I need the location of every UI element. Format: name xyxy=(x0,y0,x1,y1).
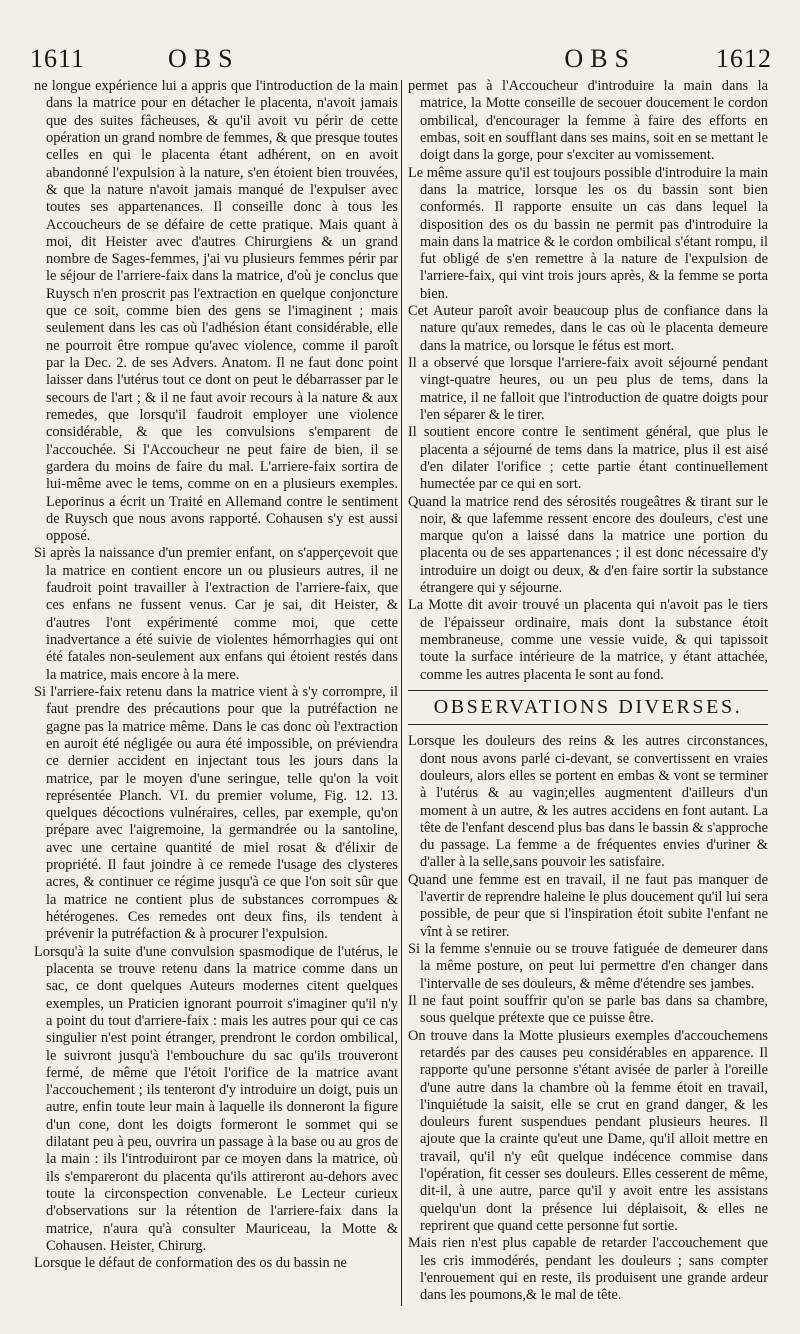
paragraph: Il a observé que lorsque l'arriere-faix avoit séjourné pendant vingt-quatre heures, ou un peu plus de tems, dans la matrice, il ne falloit que l'introduction de quatre doigts pour l'en séparer & le tirer. xyxy=(408,355,768,423)
paragraph: Si la femme s'ennuie ou se trouve fatiguée de demeurer dans la même posture, on peut lui permettre d'en changer dans l'intervalle de ses douleurs, & même d'étendre ses jambes. xyxy=(408,941,768,992)
right-column xyxy=(408,78,768,1320)
right-running-head: OBS xyxy=(564,44,636,73)
paragraph: Lorsque le défaut de conformation des os du bassin ne xyxy=(34,1255,347,1272)
left-column xyxy=(34,78,398,1320)
paragraph: La Motte dit avoir trouvé un placenta qui n'avoit pas le tiers de l'épaisseur ordinaire, mais dont la substance étoit membraneuse, comme une vessie vuide, & qui tapissoit toute la surface intérieure de la matrice, y étant attachée, comme les autres placenta le sont au fond. xyxy=(408,597,768,683)
paragraph: Il ne faut point souffrir qu'on se parle bas dans sa chambre, sous quelque prétexte que ce puisse être. xyxy=(408,992,768,1027)
section-divider xyxy=(408,690,768,691)
right-page-number: 1612 xyxy=(716,44,772,73)
section-heading: OBSERVATIONS DIVERSES. xyxy=(433,695,743,718)
paragraph: Mais rien n'est plus capable de retarder l'accouchement que les cris immodérés, pendant les douleurs ; sans compter l'enrouement qui en reste, ils produisent une grande ardeur dans les poumons,& le mal de tête. xyxy=(408,1235,768,1304)
paragraph: Quand la matrice rend des sérosités rougeâtres & tirant sur le noir, & que lafemme ressent encore des douleurs, c'est une marque qu'on a laissé dans la matrice une portion du placenta ou de ses appartenances ; il est donc nécessaire d'y introduire un doigt ou deux, & d'en faire sortir la substance étrangere qui y séjourne. xyxy=(408,493,768,597)
left-running-head: OBS xyxy=(168,44,240,73)
section-divider xyxy=(408,724,768,725)
page-header xyxy=(30,44,772,74)
paragraph: Quand une femme est en travail, il ne faut pas manquer de l'avertir de reprendre haleine le plus doucement qu'il lui sera possible, de peur que si l'inspiration étoit subite l'enfant ne vînt à se retirer. xyxy=(408,871,768,940)
paragraph: Lorsque les douleurs des reins & les autres circonstances, dont nous avons parlé ci-devant, se convertissent en vraies douleurs, alors elles se portent en embas & vont se terminer à l'utérus & au vagin;elles augmentent d'ailleurs d'un moment à un autre, & les autres accidens en font autant. La tête de l'enfant descend plus bas dans le bassin & s'approche du passage. La femme a de fréquentes envies d'uriner & d'aller à la selle,sans pouvoir les satisfaire. xyxy=(408,733,768,871)
left-page-number: 1611 xyxy=(30,44,86,73)
paragraph: Si l'arriere-faix retenu dans la matrice vient à s'y corrompre, il faut prendre des précautions pour que la putréfaction ne gagne pas la matrice même. Dans le cas donc où l'extraction en auroit été négligée ou aura été impossible, on préviendra ce dernier accident en injectant tous les jours dans la matrice, par le moyen d'une seringue, telle qu'on la voit représentée Planch. VI. du premier volume, Fig. 12. 13. quelques décoctions vulnéraires, celles, par exemple, qu'on prépare avec l'aigremoine, la germandrée ou la santoline, avec une certaine quantité de miel rosat & d'élixir de propriété. Il faut joindre à ce remede l'usage des clysteres acres, & continuer ce régime jusqu'à ce que l'on soit sûr que la matrice ne contient plus de substances corrompues & hétérogenes. Ces remedes ont deux fins, ils tendent à prévenir la putréfaction & à procurer l'expulsion. xyxy=(34,683,398,943)
paragraph: Le même assure qu'il est toujours possible d'introduire la main dans la matrice, lorsque les os du bassin sont bien conformés. Il rapporte ensuite un cas dans lequel la disposition des os du bassin ne permit pas d'introduire la main dans la matrice & le cordon ombilical s'étant rompu, il fut obligé de s'en remettre à la nature de l'expulsion de l'arriere-faix, qui vint trois jours après, & la femme se porta bien. xyxy=(408,164,768,302)
paragraph: ne longue expérience lui a appris que l'introduction de la main dans la matrice pour en détacher le placenta, n'avoit jamais que des suites fâcheuses, & qu'il avoit vu périr de cette opération un grand nombre de femmes, & que presque toutes celles en qui le placenta étant adhérent, on en avoit abandonné l'expulsion à la nature, s'en étoient bien trouvées, & que la nature n'avoit jamais manqué de l'expulser avec toutes ses appartenances. Il conseille donc à tous les Accoucheurs de se défaire de cette pratique. Mais quant à moi, dit Heister avec d'autres Chirurgiens & un grand nombre de Sages-femmes, j'ai vu plusieurs femmes périr par le séjour de l'arriere-faix dans la matrice, d'où je conclus que Ruysch n'en proscrit pas l'extraction en quelque conjoncture que ce soit, comme bien des gens se l'imaginent ; mais seulement dans les cas où l'adhésion étant considérable, elle ne pourroit être rompue qu'avec violence, comme il paroît par la Dec. 2. de ses Advers. Anatom. Il ne faut donc point laisser dans l'utérus tout ce dont on peut le débarrasser par le secours de l'art ; & il ne faut avoir recours à la nature & aux remedes, que lorsqu'il faudroit employer une violence considérable, & que les convulsions s'emparent de l'accouchée. Si l'Accoucheur ne peut faire de bien, il se gardera du moins de faire du mal. L'arriere-faix sortira de lui-même avec le tems, comme on en a plusieurs exemples. Leporinus a écrit un Traité en Allemand contre le sentiment de Ruysch que nous avons rapporté. Cohausen s'y est aussi opposé. xyxy=(34,78,398,545)
paragraph: Lorsqu'à la suite d'une convulsion spasmodique de l'utérus, le placenta se trouve retenu dans la matrice comme dans un sac, ce dont quelques Auteurs modernes citent quelques exemples, un Praticien ignorant pourroit s'imaginer qu'il n'y a point du tout d'arriere-faix : mais les autres pour qui ce cas singulier n'est point étranger, prendront le cordon ombilical, le suivront jusqu'à l'embouchure du sac qu'ils trouveront fermé, de même que l'étoit l'orifice de la matrice avant l'accouchement ; ils tenteront d'y introduire un doigt, puis un autre, enfin toute leur main à laquelle ils donneront la figure d'un cone, dont les doigts formeront le sommet qui se dilatant peu à peu, ouvrira un passage à la base ou au gros de la main : ils l'introduiront par ce moyen dans la matrice, où ils s'empareront du placenta qu'ils attireront au-dehors avec toute la circonspection convenable. Le Lecteur curieux d'observations sur la rétention de l'arriere-faix dans la matrice, n'aura qu'à consulter Mauriceau, la Motte & Cohausen. Heister, Chirurg. xyxy=(34,943,398,1254)
paragraph: permet pas à l'Accoucheur d'introduire la main dans la matrice, la Motte conseille de secouer doucement le cordon ombilical, d'encourager la femme à faire des efforts en embas, soit en soufflant dans ses mains, soit en se mettant le doigt dans la gorge, pour s'exciter au vomissement. xyxy=(408,78,768,164)
paragraph: Cet Auteur paroît avoir beaucoup plus de confiance dans la nature qu'aux remedes, dans le cas où le placenta demeure dans la matrice, ou lorsque le fétus est mort. xyxy=(408,303,768,354)
paragraph: Il soutient encore contre le sentiment général, que plus le placenta a séjourné de tems dans la matrice, plus il est aisé d'en dilater l'orifice ; cette partie étant continuellement humectée par ce qui en sort. xyxy=(408,424,768,493)
column-divider xyxy=(401,80,402,1306)
paragraph: Si après la naissance d'un premier enfant, on s'apperçevoit que la matrice en contient encore un ou plusieurs autres, il ne faudroit point travailler à l'extraction de l'arriere-faix, que ces enfans ne fussent venus. Car je sai, dit Heister, & d'autres l'ont expérimenté comme moi, que cette inadvertance a été suivie de violentes hémorrhagies qui ont été fatales non-seulement aux enfans qui étoient restés dans la matrice, mais encore à la mere. xyxy=(34,545,398,683)
paragraph: On trouve dans la Motte plusieurs exemples d'accouchemens retardés par des causes peu considérables en apparence. Il rapporte qu'une personne s'étant avisée de parler à l'oreille d'une autre dans la chambre où la femme étoit en travail, l'inquiétude la saisit, elle se crut en grand danger, & les douleurs furent suspendues pendant plusieurs heures. Il ajoute que la crainte qu'eut une Dame, qu'il alloit mettre en travail, qu'il n'y eût quelque indécence commise dans l'opération, fit cesser ses douleurs. Elles cesserent de même, dit-il, à une autre, parce qu'il y avoit entre les assistans quelqu'un dont la présence lui déplaisoit, & elles ne reprirent que quand cette personne fut sortie. xyxy=(408,1027,768,1234)
